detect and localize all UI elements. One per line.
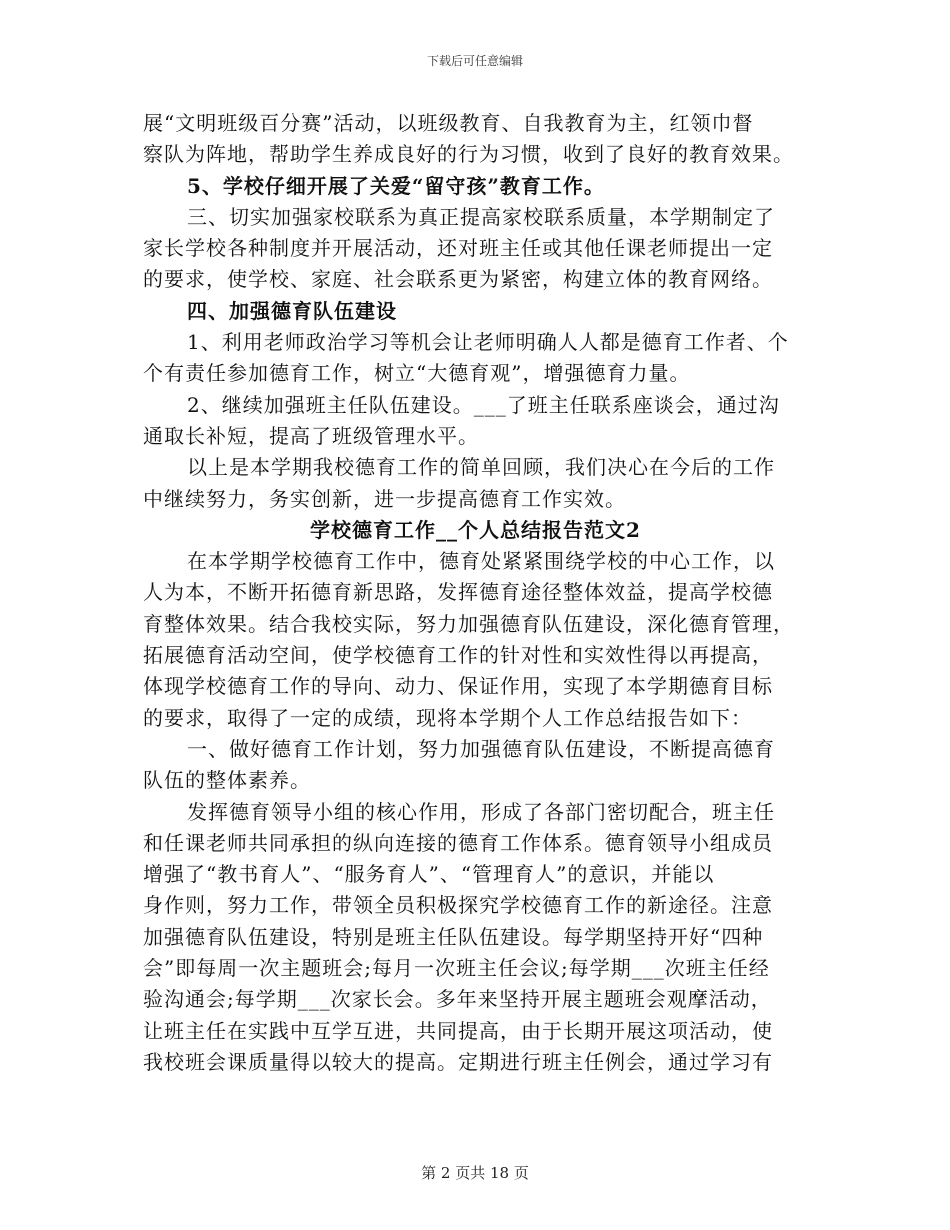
text-line: 验沟通会;每学期___次家长会。多年来坚持开展主题班会观摩活动， (143, 987, 772, 1012)
section-title: 学校德育工作__个人总结报告范文2 (310, 517, 641, 542)
text-line: 加强德育队伍建设，特别是班主任队伍建设。每学期坚持开好“四种 (143, 924, 764, 949)
page-header: 下载后可任意编辑 (426, 54, 523, 68)
text-line: 的要求，取得了一定的成绩，现将本学期个人工作总结报告如下： (143, 705, 752, 730)
text-line: 三、切实加强家校联系为真正提高家校联系质量，本学期制定了 (187, 204, 775, 229)
text-line: 在本学期学校德育工作中，德育处紧紧围绕学校的中心工作，以 (187, 549, 775, 574)
text-line: 和任课老师共同承担的纵向连接的德育工作体系。德育领导小组成员 (143, 830, 773, 855)
text-line: 让班主任在实践中互学互进，共同提高，由于长期开展这项活动，使 (143, 1018, 773, 1043)
text-line: 育整体效果。结合我校实际，努力加强德育队伍建设，深化德育管理， (143, 611, 794, 636)
text-line: 的要求，使学校、家庭、社会联系更为紧密，构建立体的教育网络。 (143, 267, 773, 292)
text-line: 家长学校各种制度并开展活动，还对班主任或其他任课老师提出一定 (143, 236, 773, 261)
text-line: 通取长补短，提高了班级管理水平。 (143, 423, 479, 448)
heading-line: 5、学校仔细开展了关爱“留守孩”教育工作。 (187, 173, 605, 198)
text-line: 会”即每周一次主题班会;每月一次班主任会议;每学期___次班主任经 (143, 956, 770, 981)
text-line: 身作则，努力工作，带领全员积极探究学校德育工作的新途径。注意 (143, 893, 773, 918)
text-line: 2、继续加强班主任队伍建设。___了班主任联系座谈会，通过沟 (187, 392, 780, 417)
text-line: 队伍的整体素养。 (143, 768, 311, 793)
text-line: 发挥德育领导小组的核心作用，形成了各部门密切配合，班主任 (187, 799, 775, 824)
text-line: 人为本，不断开拓德育新思路，发挥德育途径整体效益，提高学校德 (143, 580, 773, 605)
text-line: 1、利用老师政治学习等机会让老师明确人人都是德育工作者、个 (187, 330, 789, 355)
page-footer: 第 2 页共 18 页 (421, 1164, 529, 1182)
heading-line: 四、加强德育队伍建设 (187, 298, 397, 323)
text-line: 个有责任参加德育工作，树立“大德育观”，增强德育力量。 (143, 361, 691, 386)
text-line: 察队为阵地，帮助学生养成良好的行为习惯，收到了良好的教育效果。 (143, 142, 794, 167)
text-line: 一、做好德育工作计划，努力加强德育队伍建设，不断提高德育 (187, 736, 775, 761)
document-body (143, 108, 808, 1078)
text-line: 体现学校德育工作的导向、动力、保证作用，实现了本学期德育目标 (143, 674, 773, 699)
text-line: 以上是本学期我校德育工作的简单回顾，我们决心在今后的工作 (187, 455, 775, 480)
text-line: 展“文明班级百分赛”活动，以班级教育、自我教育为主，红领巾督 (143, 111, 754, 135)
text-line: 拓展德育活动空间，使学校德育工作的针对性和实效性得以再提高， (143, 643, 773, 668)
text-line: 我校班会课质量得以较大的提高。定期进行班主任例会，通过学习有 (143, 1049, 773, 1074)
text-line: 中继续努力，务实创新，进一步提高德育工作实效。 (143, 486, 626, 511)
text-line: 增强了“教书育人”、“服务育人”、“管理育人”的意识，并能以 (143, 862, 715, 887)
